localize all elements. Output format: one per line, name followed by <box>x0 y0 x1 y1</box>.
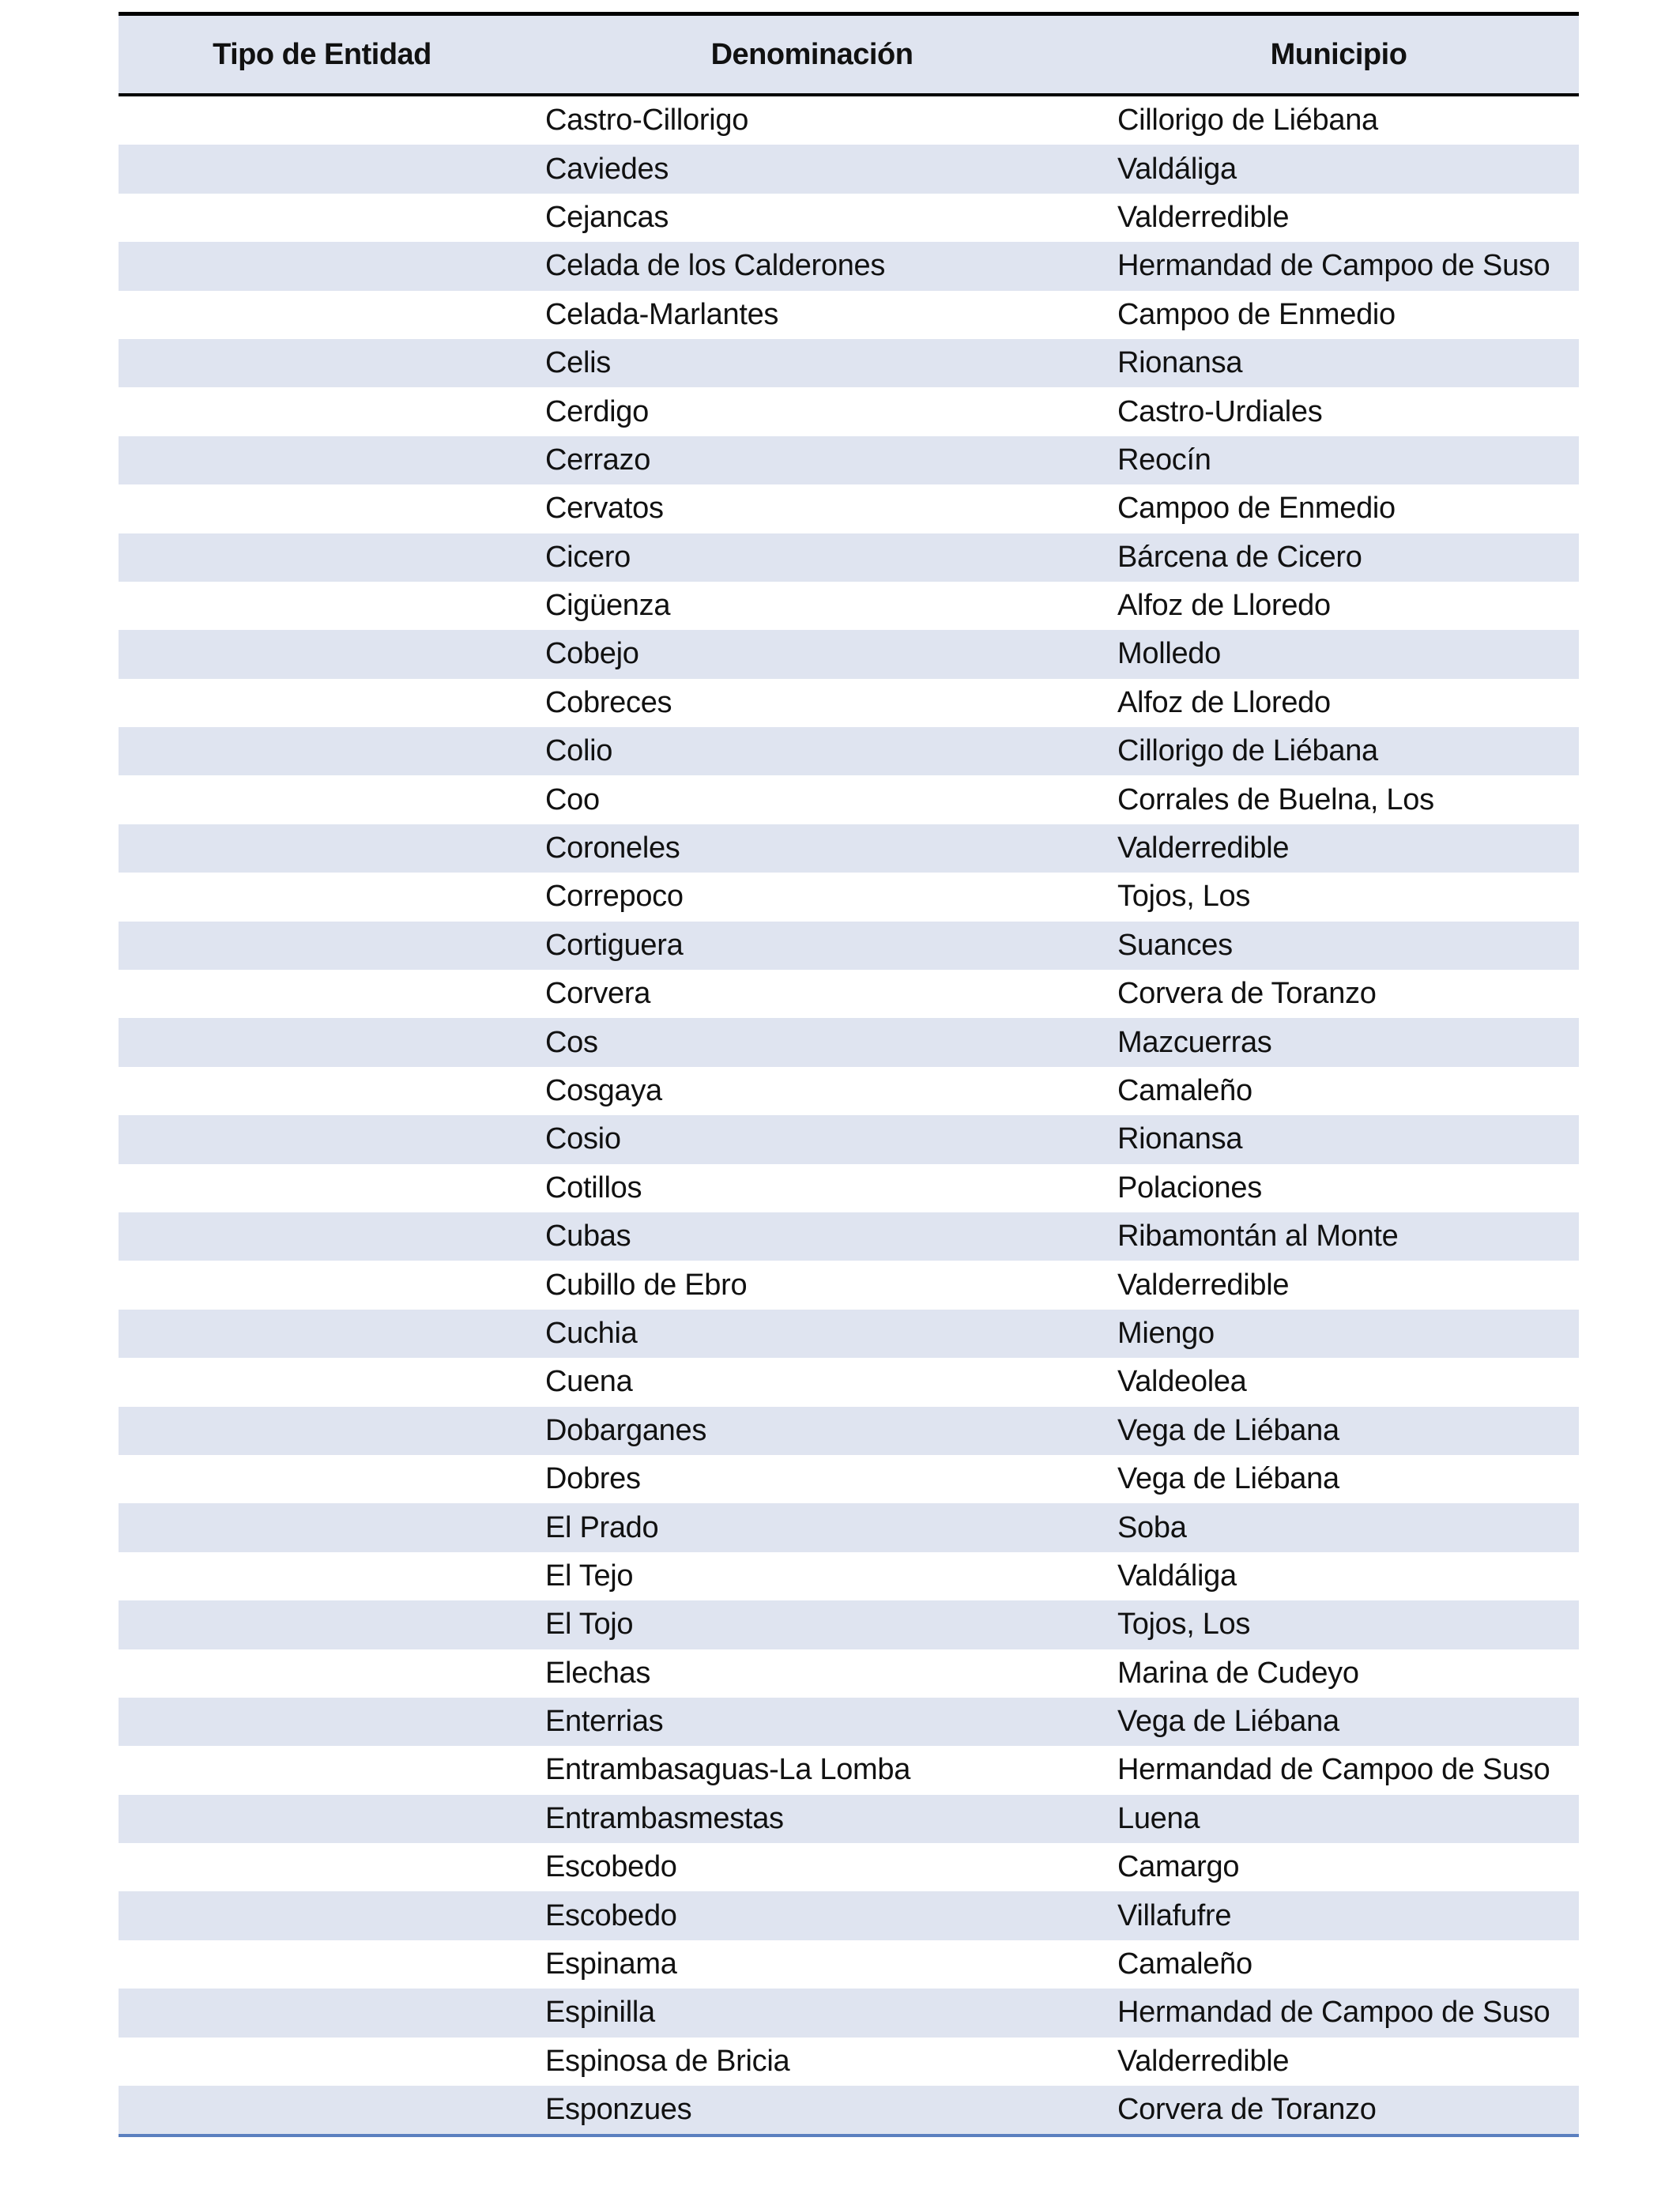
table-row <box>119 1891 1579 1940</box>
cell-denominacion: Cosgaya <box>545 1074 662 1107</box>
cell-denominacion: Escobedo <box>545 1850 677 1884</box>
cell-denominacion: Cubillo de Ebro <box>545 1268 748 1302</box>
cell-denominacion: Celada-Marlantes <box>545 297 779 331</box>
cell-municipio: Soba <box>1117 1510 1187 1544</box>
cell-denominacion: El Tojo <box>545 1608 634 1642</box>
cell-municipio: Valderredible <box>1117 1268 1290 1302</box>
cell-denominacion: Cosio <box>545 1122 621 1156</box>
table-row <box>119 1552 1579 1600</box>
cell-municipio: Vega de Liébana <box>1117 1462 1339 1496</box>
table-row <box>119 436 1579 484</box>
cell-municipio: Marina de Cudeyo <box>1117 1656 1359 1690</box>
cell-municipio: Hermandad de Campoo de Suso <box>1117 249 1550 283</box>
table-row <box>119 1455 1579 1503</box>
table-row <box>119 1843 1579 1891</box>
cell-municipio: Alfoz de Lloredo <box>1117 589 1331 623</box>
cell-municipio: Valderredible <box>1117 831 1290 865</box>
header-tipo-de-entidad: Tipo de Entidad <box>213 37 431 71</box>
cell-municipio: Alfoz de Lloredo <box>1117 685 1331 719</box>
cell-denominacion: Entrambasaguas-La Lomba <box>545 1753 911 1787</box>
cell-denominacion: Espinilla <box>545 1996 655 2030</box>
table-row <box>119 1940 1579 1989</box>
table-row <box>119 582 1579 630</box>
table-row <box>119 1164 1579 1212</box>
table-bottom-rule <box>119 2134 1579 2137</box>
table-row <box>119 339 1579 387</box>
cell-municipio: Molledo <box>1117 637 1221 671</box>
cell-denominacion: Cerdigo <box>545 394 649 428</box>
cell-denominacion: Cejancas <box>545 200 669 234</box>
table-row <box>119 1115 1579 1163</box>
table-row <box>119 194 1579 242</box>
table-row <box>119 96 1579 145</box>
cell-municipio: Hermandad de Campoo de Suso <box>1117 1996 1550 2030</box>
cell-denominacion: Cortiguera <box>545 928 684 962</box>
cell-municipio: Corvera de Toranzo <box>1117 2093 1377 2127</box>
cell-municipio: Valdáliga <box>1117 1559 1237 1593</box>
cell-denominacion: Castro-Cillorigo <box>545 104 749 138</box>
cell-denominacion: Cigüenza <box>545 589 671 623</box>
table-row <box>119 1407 1579 1455</box>
table-row <box>119 1746 1579 1794</box>
cell-denominacion: Dobarganes <box>545 1413 707 1447</box>
cell-denominacion: Cerrazo <box>545 443 651 477</box>
table-row <box>119 1503 1579 1551</box>
table-row <box>119 970 1579 1018</box>
cell-municipio: Cillorigo de Liébana <box>1117 734 1378 768</box>
cell-denominacion: El Tejo <box>545 1559 634 1593</box>
table-row <box>119 291 1579 339</box>
cell-municipio: Reocín <box>1117 443 1211 477</box>
cell-denominacion: Cicero <box>545 540 631 574</box>
table-row <box>119 1989 1579 2037</box>
table-row <box>119 242 1579 290</box>
table-row <box>119 1261 1579 1309</box>
cell-municipio: Valderredible <box>1117 2044 1290 2078</box>
table-row <box>119 1067 1579 1115</box>
table-row <box>119 824 1579 873</box>
cell-denominacion: Celis <box>545 346 611 380</box>
table-row <box>119 922 1579 970</box>
table-row <box>119 1310 1579 1358</box>
cell-municipio: Villafufre <box>1117 1898 1232 1932</box>
table-row <box>119 533 1579 582</box>
cell-denominacion: Esponzues <box>545 2093 692 2127</box>
cell-denominacion: El Prado <box>545 1510 659 1544</box>
cell-municipio: Corrales de Buelna, Los <box>1117 782 1434 816</box>
cell-denominacion: Escobedo <box>545 1898 677 1932</box>
table-row <box>119 1600 1579 1649</box>
cell-municipio: Mazcuerras <box>1117 1025 1272 1059</box>
table-row <box>119 2086 1579 2134</box>
table-body <box>119 96 1579 2134</box>
cell-municipio: Cillorigo de Liébana <box>1117 104 1378 138</box>
table-row <box>119 1358 1579 1406</box>
cell-denominacion: Cubas <box>545 1220 631 1253</box>
cell-municipio: Bárcena de Cicero <box>1117 540 1362 574</box>
cell-denominacion: Coroneles <box>545 831 680 865</box>
table-row <box>119 679 1579 727</box>
cell-municipio: Valdáliga <box>1117 152 1237 186</box>
cell-denominacion: Espinosa de Bricia <box>545 2044 790 2078</box>
table-row <box>119 1698 1579 1746</box>
cell-denominacion: Celada de los Calderones <box>545 249 886 283</box>
cell-denominacion: Espinama <box>545 1947 677 1981</box>
cell-municipio: Corvera de Toranzo <box>1117 977 1377 1011</box>
cell-municipio: Rionansa <box>1117 1122 1243 1156</box>
cell-municipio: Luena <box>1117 1801 1200 1835</box>
table-row <box>119 145 1579 193</box>
cell-municipio: Campoo de Enmedio <box>1117 492 1396 526</box>
cell-denominacion: Cobejo <box>545 637 639 671</box>
cell-municipio: Tojos, Los <box>1117 880 1251 914</box>
cell-municipio: Miengo <box>1117 1316 1215 1350</box>
cell-denominacion: Enterrias <box>545 1705 664 1739</box>
cell-denominacion: Caviedes <box>545 152 669 186</box>
table-row <box>119 630 1579 678</box>
cell-municipio: Suances <box>1117 928 1233 962</box>
cell-denominacion: Cobreces <box>545 685 672 719</box>
table-row <box>119 1212 1579 1261</box>
cell-denominacion: Cervatos <box>545 492 664 526</box>
table-row <box>119 727 1579 775</box>
table-row <box>119 873 1579 921</box>
table-row <box>119 1795 1579 1843</box>
table-row <box>119 387 1579 435</box>
cell-municipio: Rionansa <box>1117 346 1243 380</box>
cell-denominacion: Cotillos <box>545 1171 642 1204</box>
cell-denominacion: Corvera <box>545 977 651 1011</box>
cell-municipio: Campoo de Enmedio <box>1117 297 1396 331</box>
cell-denominacion: Correpoco <box>545 880 684 914</box>
cell-denominacion: Colio <box>545 734 613 768</box>
cell-municipio: Camaleño <box>1117 1074 1252 1107</box>
cell-denominacion: Dobres <box>545 1462 641 1496</box>
cell-municipio: Vega de Liébana <box>1117 1705 1339 1739</box>
cell-denominacion: Coo <box>545 782 600 816</box>
cell-denominacion: Cuchia <box>545 1316 638 1350</box>
cell-municipio: Vega de Liébana <box>1117 1413 1339 1447</box>
table-row <box>119 484 1579 533</box>
table-header-row <box>119 16 1579 93</box>
table-row <box>119 1649 1579 1698</box>
header-municipio: Municipio <box>1270 37 1407 71</box>
cell-denominacion: Entrambasmestas <box>545 1801 784 1835</box>
cell-municipio: Valderredible <box>1117 200 1290 234</box>
cell-denominacion: Elechas <box>545 1656 651 1690</box>
cell-municipio: Hermandad de Campoo de Suso <box>1117 1753 1550 1787</box>
cell-municipio: Camaleño <box>1117 1947 1252 1981</box>
cell-municipio: Valdeolea <box>1117 1365 1247 1399</box>
cell-municipio: Ribamontán al Monte <box>1117 1220 1399 1253</box>
cell-denominacion: Cos <box>545 1025 598 1059</box>
entity-table <box>119 12 1579 2137</box>
cell-municipio: Tojos, Los <box>1117 1608 1251 1642</box>
cell-municipio: Castro-Urdiales <box>1117 394 1323 428</box>
header-denominacion: Denominación <box>710 37 913 71</box>
cell-denominacion: Cuena <box>545 1365 633 1399</box>
cell-municipio: Polaciones <box>1117 1171 1262 1204</box>
table-row <box>119 775 1579 824</box>
table-row <box>119 1018 1579 1066</box>
cell-municipio: Camargo <box>1117 1850 1240 1884</box>
table-row <box>119 2038 1579 2086</box>
